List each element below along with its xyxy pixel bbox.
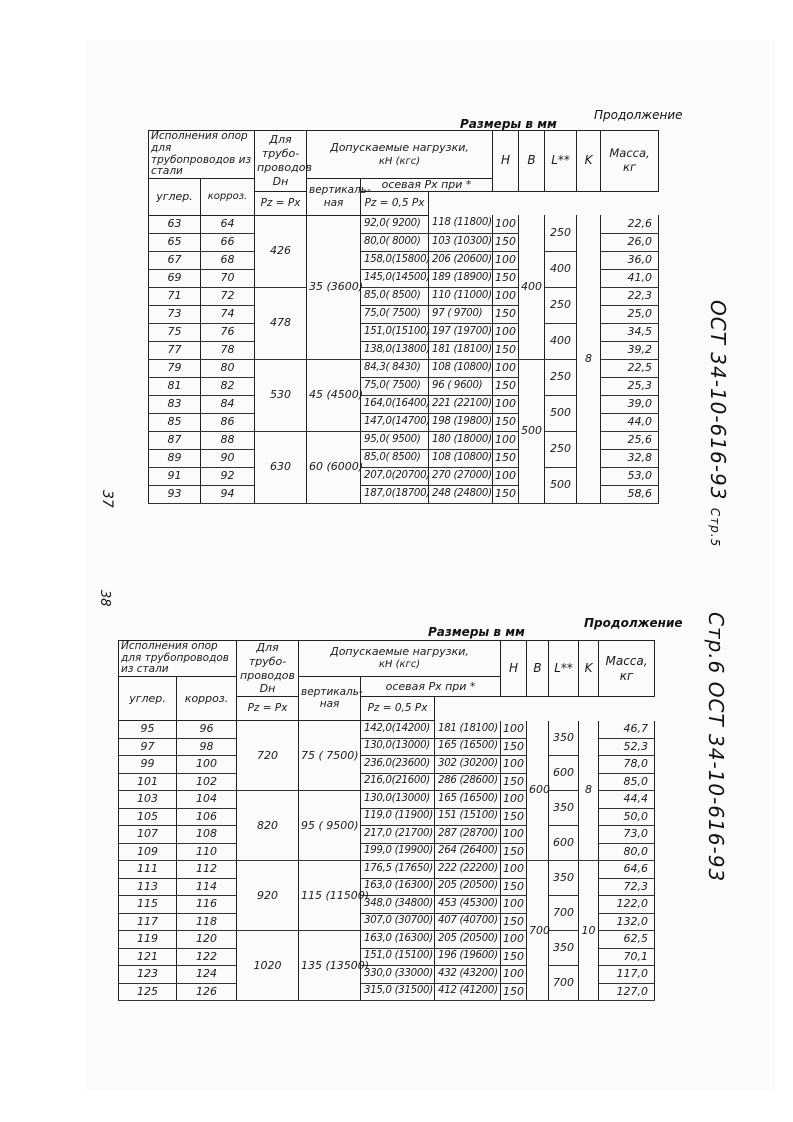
cell-H: 100 xyxy=(501,966,527,984)
cell-H: 150 xyxy=(493,305,519,323)
cell-mass: 53,0 xyxy=(601,467,659,485)
cell-vertical: 95 ( 9500) xyxy=(299,791,361,861)
cell-mass: 39,2 xyxy=(601,341,659,359)
header-pz-eq: Pz = Px xyxy=(255,191,307,215)
cell-dn: 920 xyxy=(237,861,299,931)
cell-load-half: 287 (28700) xyxy=(435,826,501,844)
cell-corrosion: 106 xyxy=(177,808,237,826)
cell-H: 100 xyxy=(493,395,519,413)
cell-load-eq: 119,0 (11900) xyxy=(361,808,435,826)
cell-carbon: 63 xyxy=(149,215,201,233)
cell-vertical: 60 (6000) xyxy=(307,431,361,503)
cell-corrosion: 78 xyxy=(201,341,255,359)
cell-L: 350 xyxy=(549,791,579,826)
cell-load-half: 103 (10300) xyxy=(429,233,493,251)
cell-corrosion: 68 xyxy=(201,251,255,269)
cell-load-eq: 158,0(15800) xyxy=(361,251,429,269)
cell-load-half: 108 (10800) xyxy=(429,449,493,467)
cell-H: 150 xyxy=(501,878,527,896)
cell-carbon: 69 xyxy=(149,269,201,287)
cell-load-eq: 163,0 (16300) xyxy=(361,931,435,949)
cell-carbon: 109 xyxy=(119,843,177,861)
cell-load-half: 198 (19800) xyxy=(429,413,493,431)
cell-load-eq: 147,0(14700) xyxy=(361,413,429,431)
cell-load-eq: 307,0 (30700) xyxy=(361,913,435,931)
cell-H: 100 xyxy=(493,287,519,305)
cell-H: 150 xyxy=(493,377,519,395)
header-vertical: вертикаль- ная xyxy=(307,179,361,216)
cell-load-half: 286 (28600) xyxy=(435,773,501,791)
cell-load-half: 180 (18000) xyxy=(429,431,493,449)
cell-mass: 44,0 xyxy=(601,413,659,431)
top-page-number: 37 xyxy=(99,490,115,508)
header-H: H xyxy=(493,131,519,192)
cell-corrosion: 98 xyxy=(177,738,237,756)
cell-carbon: 75 xyxy=(149,323,201,341)
cell-load-half: 151 (15100) xyxy=(435,808,501,826)
cell-load-half: 205 (20500) xyxy=(435,878,501,896)
cell-dn: 630 xyxy=(255,431,307,503)
cell-corrosion: 72 xyxy=(201,287,255,305)
cell-load-eq: 315,0 (31500) xyxy=(361,983,435,1001)
cell-vertical: 115 (11500) xyxy=(299,861,361,931)
cell-mass: 22,3 xyxy=(601,287,659,305)
cell-mass: 22,5 xyxy=(601,359,659,377)
top-sizes-caption: Размеры в мм xyxy=(460,117,557,131)
cell-load-eq: 151,0 (15100) xyxy=(361,948,435,966)
cell-load-eq: 92,0( 9200) xyxy=(361,215,429,233)
cell-load-half: 181 (18100) xyxy=(429,341,493,359)
cell-H: 100 xyxy=(501,861,527,879)
cell-carbon: 121 xyxy=(119,948,177,966)
bottom-sizes-caption: Размеры в мм xyxy=(428,625,525,639)
cell-load-half: 302 (30200) xyxy=(435,756,501,774)
top-continuation-label: Продолжение xyxy=(594,108,683,122)
cell-load-eq: 236,0(23600) xyxy=(361,756,435,774)
cell-load-eq: 216,0(21600) xyxy=(361,773,435,791)
cell-load-eq: 75,0( 7500) xyxy=(361,377,429,395)
cell-carbon: 71 xyxy=(149,287,201,305)
cell-load-eq: 75,0( 7500) xyxy=(361,305,429,323)
cell-B: 700 xyxy=(527,861,549,1001)
header-pipe: Для трубо- проводов Dн xyxy=(237,641,299,697)
header-L: L** xyxy=(545,131,577,192)
cell-corrosion: 92 xyxy=(201,467,255,485)
cell-H: 150 xyxy=(493,485,519,503)
cell-carbon: 119 xyxy=(119,931,177,949)
header-K: K xyxy=(579,641,599,697)
cell-carbon: 91 xyxy=(149,467,201,485)
header-loads: Допускаемые нагрузки, кН (кгс) xyxy=(299,641,501,677)
cell-load-half: 189 (18900) xyxy=(429,269,493,287)
cell-H: 100 xyxy=(501,931,527,949)
cell-H: 150 xyxy=(501,913,527,931)
cell-L: 350 xyxy=(549,861,579,896)
cell-load-half: 165 (16500) xyxy=(435,791,501,809)
cell-mass: 44,4 xyxy=(599,791,655,809)
cell-mass: 122,0 xyxy=(599,896,655,914)
cell-load-eq: 84,3( 8430) xyxy=(361,359,429,377)
cell-mass: 25,6 xyxy=(601,431,659,449)
cell-K: 10 xyxy=(579,861,599,1001)
cell-mass: 50,0 xyxy=(599,808,655,826)
cell-carbon: 101 xyxy=(119,773,177,791)
cell-corrosion: 124 xyxy=(177,966,237,984)
cell-load-half: 165 (16500) xyxy=(435,738,501,756)
cell-corrosion: 110 xyxy=(177,843,237,861)
cell-load-half: 97 ( 9700) xyxy=(429,305,493,323)
cell-dn: 820 xyxy=(237,791,299,861)
cell-carbon: 83 xyxy=(149,395,201,413)
cell-H: 150 xyxy=(501,983,527,1001)
cell-mass: 25,0 xyxy=(601,305,659,323)
cell-mass: 58,6 xyxy=(601,485,659,503)
header-K: K xyxy=(577,131,601,192)
header-axial: осевая Px при * xyxy=(361,676,501,696)
header-mass: Масса, кг xyxy=(601,131,659,192)
cell-load-half: 453 (45300) xyxy=(435,896,501,914)
cell-L: 600 xyxy=(549,756,579,791)
cell-L: 350 xyxy=(549,931,579,966)
cell-load-half: 222 (22200) xyxy=(435,861,501,879)
cell-mass: 72,3 xyxy=(599,878,655,896)
cell-load-half: 118 (11800) xyxy=(429,215,493,233)
cell-vertical: 75 ( 7500) xyxy=(299,721,361,791)
cell-carbon: 103 xyxy=(119,791,177,809)
cell-corrosion: 96 xyxy=(177,721,237,739)
cell-mass: 73,0 xyxy=(599,826,655,844)
cell-carbon: 105 xyxy=(119,808,177,826)
cell-mass: 62,5 xyxy=(599,931,655,949)
cell-H: 150 xyxy=(493,269,519,287)
cell-corrosion: 84 xyxy=(201,395,255,413)
cell-corrosion: 102 xyxy=(177,773,237,791)
cell-L: 250 xyxy=(545,215,577,251)
cell-mass: 25,3 xyxy=(601,377,659,395)
cell-corrosion: 116 xyxy=(177,896,237,914)
cell-corrosion: 108 xyxy=(177,826,237,844)
cell-H: 150 xyxy=(493,449,519,467)
cell-L: 350 xyxy=(549,721,579,756)
cell-dn: 478 xyxy=(255,287,307,359)
cell-corrosion: 94 xyxy=(201,485,255,503)
cell-load-half: 196 (19600) xyxy=(435,948,501,966)
cell-carbon: 111 xyxy=(119,861,177,879)
cell-L: 400 xyxy=(545,323,577,359)
cell-corrosion: 74 xyxy=(201,305,255,323)
cell-carbon: 97 xyxy=(119,738,177,756)
cell-load-half: 412 (41200) xyxy=(435,983,501,1001)
cell-dn: 720 xyxy=(237,721,299,791)
cell-carbon: 93 xyxy=(149,485,201,503)
cell-mass: 85,0 xyxy=(599,773,655,791)
cell-load-eq: 80,0( 8000) xyxy=(361,233,429,251)
cell-carbon: 85 xyxy=(149,413,201,431)
cell-H: 100 xyxy=(501,721,527,739)
cell-H: 100 xyxy=(493,359,519,377)
cell-mass: 32,8 xyxy=(601,449,659,467)
cell-H: 100 xyxy=(493,431,519,449)
cell-carbon: 73 xyxy=(149,305,201,323)
cell-K: 8 xyxy=(579,721,599,861)
cell-H: 100 xyxy=(501,791,527,809)
cell-load-half: 432 (43200) xyxy=(435,966,501,984)
cell-load-eq: 85,0( 8500) xyxy=(361,449,429,467)
cell-L: 500 xyxy=(545,395,577,431)
cell-B: 600 xyxy=(527,721,549,861)
cell-mass: 22,6 xyxy=(601,215,659,233)
cell-mass: 34,5 xyxy=(601,323,659,341)
cell-corrosion: 82 xyxy=(201,377,255,395)
cell-vertical: 35 (3600) xyxy=(307,215,361,359)
cell-mass: 39,0 xyxy=(601,395,659,413)
cell-corrosion: 114 xyxy=(177,878,237,896)
cell-carbon: 123 xyxy=(119,966,177,984)
cell-H: 150 xyxy=(501,773,527,791)
cell-H: 150 xyxy=(501,738,527,756)
cell-mass: 41,0 xyxy=(601,269,659,287)
cell-H: 100 xyxy=(493,215,519,233)
cell-load-eq: 217,0 (21700) xyxy=(361,826,435,844)
cell-load-half: 264 (26400) xyxy=(435,843,501,861)
cell-load-eq: 142,0(14200) xyxy=(361,721,435,739)
top-spec-table xyxy=(148,130,659,504)
cell-carbon: 87 xyxy=(149,431,201,449)
cell-load-eq: 207,0(20700) xyxy=(361,467,429,485)
cell-vertical: 45 (4500) xyxy=(307,359,361,431)
cell-carbon: 113 xyxy=(119,878,177,896)
cell-carbon: 67 xyxy=(149,251,201,269)
cell-corrosion: 70 xyxy=(201,269,255,287)
cell-corrosion: 126 xyxy=(177,983,237,1001)
cell-load-half: 205 (20500) xyxy=(435,931,501,949)
cell-H: 150 xyxy=(501,808,527,826)
cell-K: 8 xyxy=(577,215,601,503)
cell-corrosion: 100 xyxy=(177,756,237,774)
cell-H: 100 xyxy=(493,323,519,341)
cell-corrosion: 66 xyxy=(201,233,255,251)
cell-dn: 530 xyxy=(255,359,307,431)
cell-mass: 64,6 xyxy=(599,861,655,879)
cell-load-eq: 164,0(16400) xyxy=(361,395,429,413)
cell-load-half: 181 (18100) xyxy=(435,721,501,739)
cell-L: 600 xyxy=(549,826,579,861)
header-H: H xyxy=(501,641,527,697)
cell-load-eq: 199,0 (19900) xyxy=(361,843,435,861)
cell-load-eq: 130,0(13000) xyxy=(361,738,435,756)
header-pz-half: Pz = 0,5 Px xyxy=(361,697,435,721)
cell-dn: 426 xyxy=(255,215,307,287)
cell-L: 250 xyxy=(545,359,577,395)
cell-corrosion: 112 xyxy=(177,861,237,879)
cell-load-eq: 151,0(15100) xyxy=(361,323,429,341)
cell-mass: 46,7 xyxy=(599,721,655,739)
cell-load-half: 270 (27000) xyxy=(429,467,493,485)
cell-dn: 1020 xyxy=(237,931,299,1001)
cell-corrosion: 64 xyxy=(201,215,255,233)
cell-carbon: 81 xyxy=(149,377,201,395)
cell-H: 100 xyxy=(501,896,527,914)
cell-load-half: 110 (11000) xyxy=(429,287,493,305)
cell-load-eq: 176,5 (17650) xyxy=(361,861,435,879)
cell-carbon: 99 xyxy=(119,756,177,774)
cell-carbon: 125 xyxy=(119,983,177,1001)
cell-L: 700 xyxy=(549,896,579,931)
cell-corrosion: 86 xyxy=(201,413,255,431)
header-corrosion: корроз. xyxy=(201,179,255,216)
header-vertical: вертикаль- ная xyxy=(299,676,361,720)
header-versions: Исполнения опор для трубопроводов из стали xyxy=(119,641,237,677)
cell-carbon: 65 xyxy=(149,233,201,251)
cell-corrosion: 120 xyxy=(177,931,237,949)
cell-load-half: 407 (40700) xyxy=(435,913,501,931)
header-L: L** xyxy=(549,641,579,697)
cell-H: 150 xyxy=(493,341,519,359)
cell-load-eq: 187,0(18700) xyxy=(361,485,429,503)
cell-L: 250 xyxy=(545,287,577,323)
cell-carbon: 95 xyxy=(119,721,177,739)
cell-mass: 52,3 xyxy=(599,738,655,756)
cell-load-eq: 85,0( 8500) xyxy=(361,287,429,305)
cell-H: 100 xyxy=(501,756,527,774)
cell-load-eq: 348,0 (34800) xyxy=(361,896,435,914)
cell-load-half: 197 (19700) xyxy=(429,323,493,341)
cell-L: 400 xyxy=(545,251,577,287)
cell-carbon: 117 xyxy=(119,913,177,931)
cell-load-half: 206 (20600) xyxy=(429,251,493,269)
cell-load-eq: 95,0( 9500) xyxy=(361,431,429,449)
header-axial: осевая Px при * xyxy=(361,179,493,192)
cell-corrosion: 90 xyxy=(201,449,255,467)
header-carbon: углер. xyxy=(149,179,201,216)
header-pz-eq: Pz = Px xyxy=(237,697,299,721)
cell-H: 150 xyxy=(493,413,519,431)
bottom-side-stamp: Стр.6 ОСТ 34-10-616-93 xyxy=(704,612,728,883)
cell-corrosion: 76 xyxy=(201,323,255,341)
bottom-spec-table xyxy=(118,640,655,1001)
cell-H: 150 xyxy=(501,843,527,861)
cell-load-half: 108 (10800) xyxy=(429,359,493,377)
cell-L: 700 xyxy=(549,966,579,1001)
header-B: B xyxy=(527,641,549,697)
cell-mass: 127,0 xyxy=(599,983,655,1001)
bottom-continuation-label: Продолжение xyxy=(584,616,683,630)
cell-load-half: 96 ( 9600) xyxy=(429,377,493,395)
cell-H: 150 xyxy=(493,233,519,251)
header-B: B xyxy=(519,131,545,192)
cell-load-eq: 130,0(13000) xyxy=(361,791,435,809)
cell-L: 250 xyxy=(545,431,577,467)
cell-corrosion: 118 xyxy=(177,913,237,931)
cell-load-eq: 145,0(14500) xyxy=(361,269,429,287)
cell-corrosion: 88 xyxy=(201,431,255,449)
header-loads: Допускаемые нагрузки, кН (кгс) xyxy=(307,131,493,179)
cell-corrosion: 122 xyxy=(177,948,237,966)
cell-load-eq: 330,0 (33000) xyxy=(361,966,435,984)
cell-H: 100 xyxy=(501,826,527,844)
cell-mass: 78,0 xyxy=(599,756,655,774)
cell-mass: 117,0 xyxy=(599,966,655,984)
cell-B: 400 xyxy=(519,215,545,359)
cell-corrosion: 104 xyxy=(177,791,237,809)
cell-mass: 80,0 xyxy=(599,843,655,861)
bottom-page-number: 38 xyxy=(97,590,112,607)
cell-carbon: 77 xyxy=(149,341,201,359)
cell-vertical: 135 (13500) xyxy=(299,931,361,1001)
cell-mass: 132,0 xyxy=(599,913,655,931)
cell-H: 150 xyxy=(501,948,527,966)
header-pz-half: Pz = 0,5 Px xyxy=(361,191,429,215)
header-carbon: углер. xyxy=(119,676,177,720)
cell-load-eq: 138,0(13800) xyxy=(361,341,429,359)
cell-load-half: 248 (24800) xyxy=(429,485,493,503)
cell-corrosion: 80 xyxy=(201,359,255,377)
header-corrosion: корроз. xyxy=(177,676,237,720)
cell-L: 500 xyxy=(545,467,577,503)
cell-carbon: 107 xyxy=(119,826,177,844)
cell-load-half: 221 (22100) xyxy=(429,395,493,413)
top-side-stamp: ОСТ 34-10-616-93 Стр.5 xyxy=(706,300,730,548)
cell-mass: 26,0 xyxy=(601,233,659,251)
cell-mass: 70,1 xyxy=(599,948,655,966)
header-versions: Исполнения опор для трубопроводов из стали xyxy=(149,131,255,179)
cell-mass: 36,0 xyxy=(601,251,659,269)
cell-B: 500 xyxy=(519,359,545,503)
header-mass: Масса, кг xyxy=(599,641,655,697)
cell-H: 100 xyxy=(493,467,519,485)
cell-carbon: 115 xyxy=(119,896,177,914)
cell-H: 100 xyxy=(493,251,519,269)
cell-carbon: 79 xyxy=(149,359,201,377)
header-pipe: Для трубо- проводов Dн xyxy=(255,131,307,192)
cell-load-eq: 163,0 (16300) xyxy=(361,878,435,896)
cell-carbon: 89 xyxy=(149,449,201,467)
